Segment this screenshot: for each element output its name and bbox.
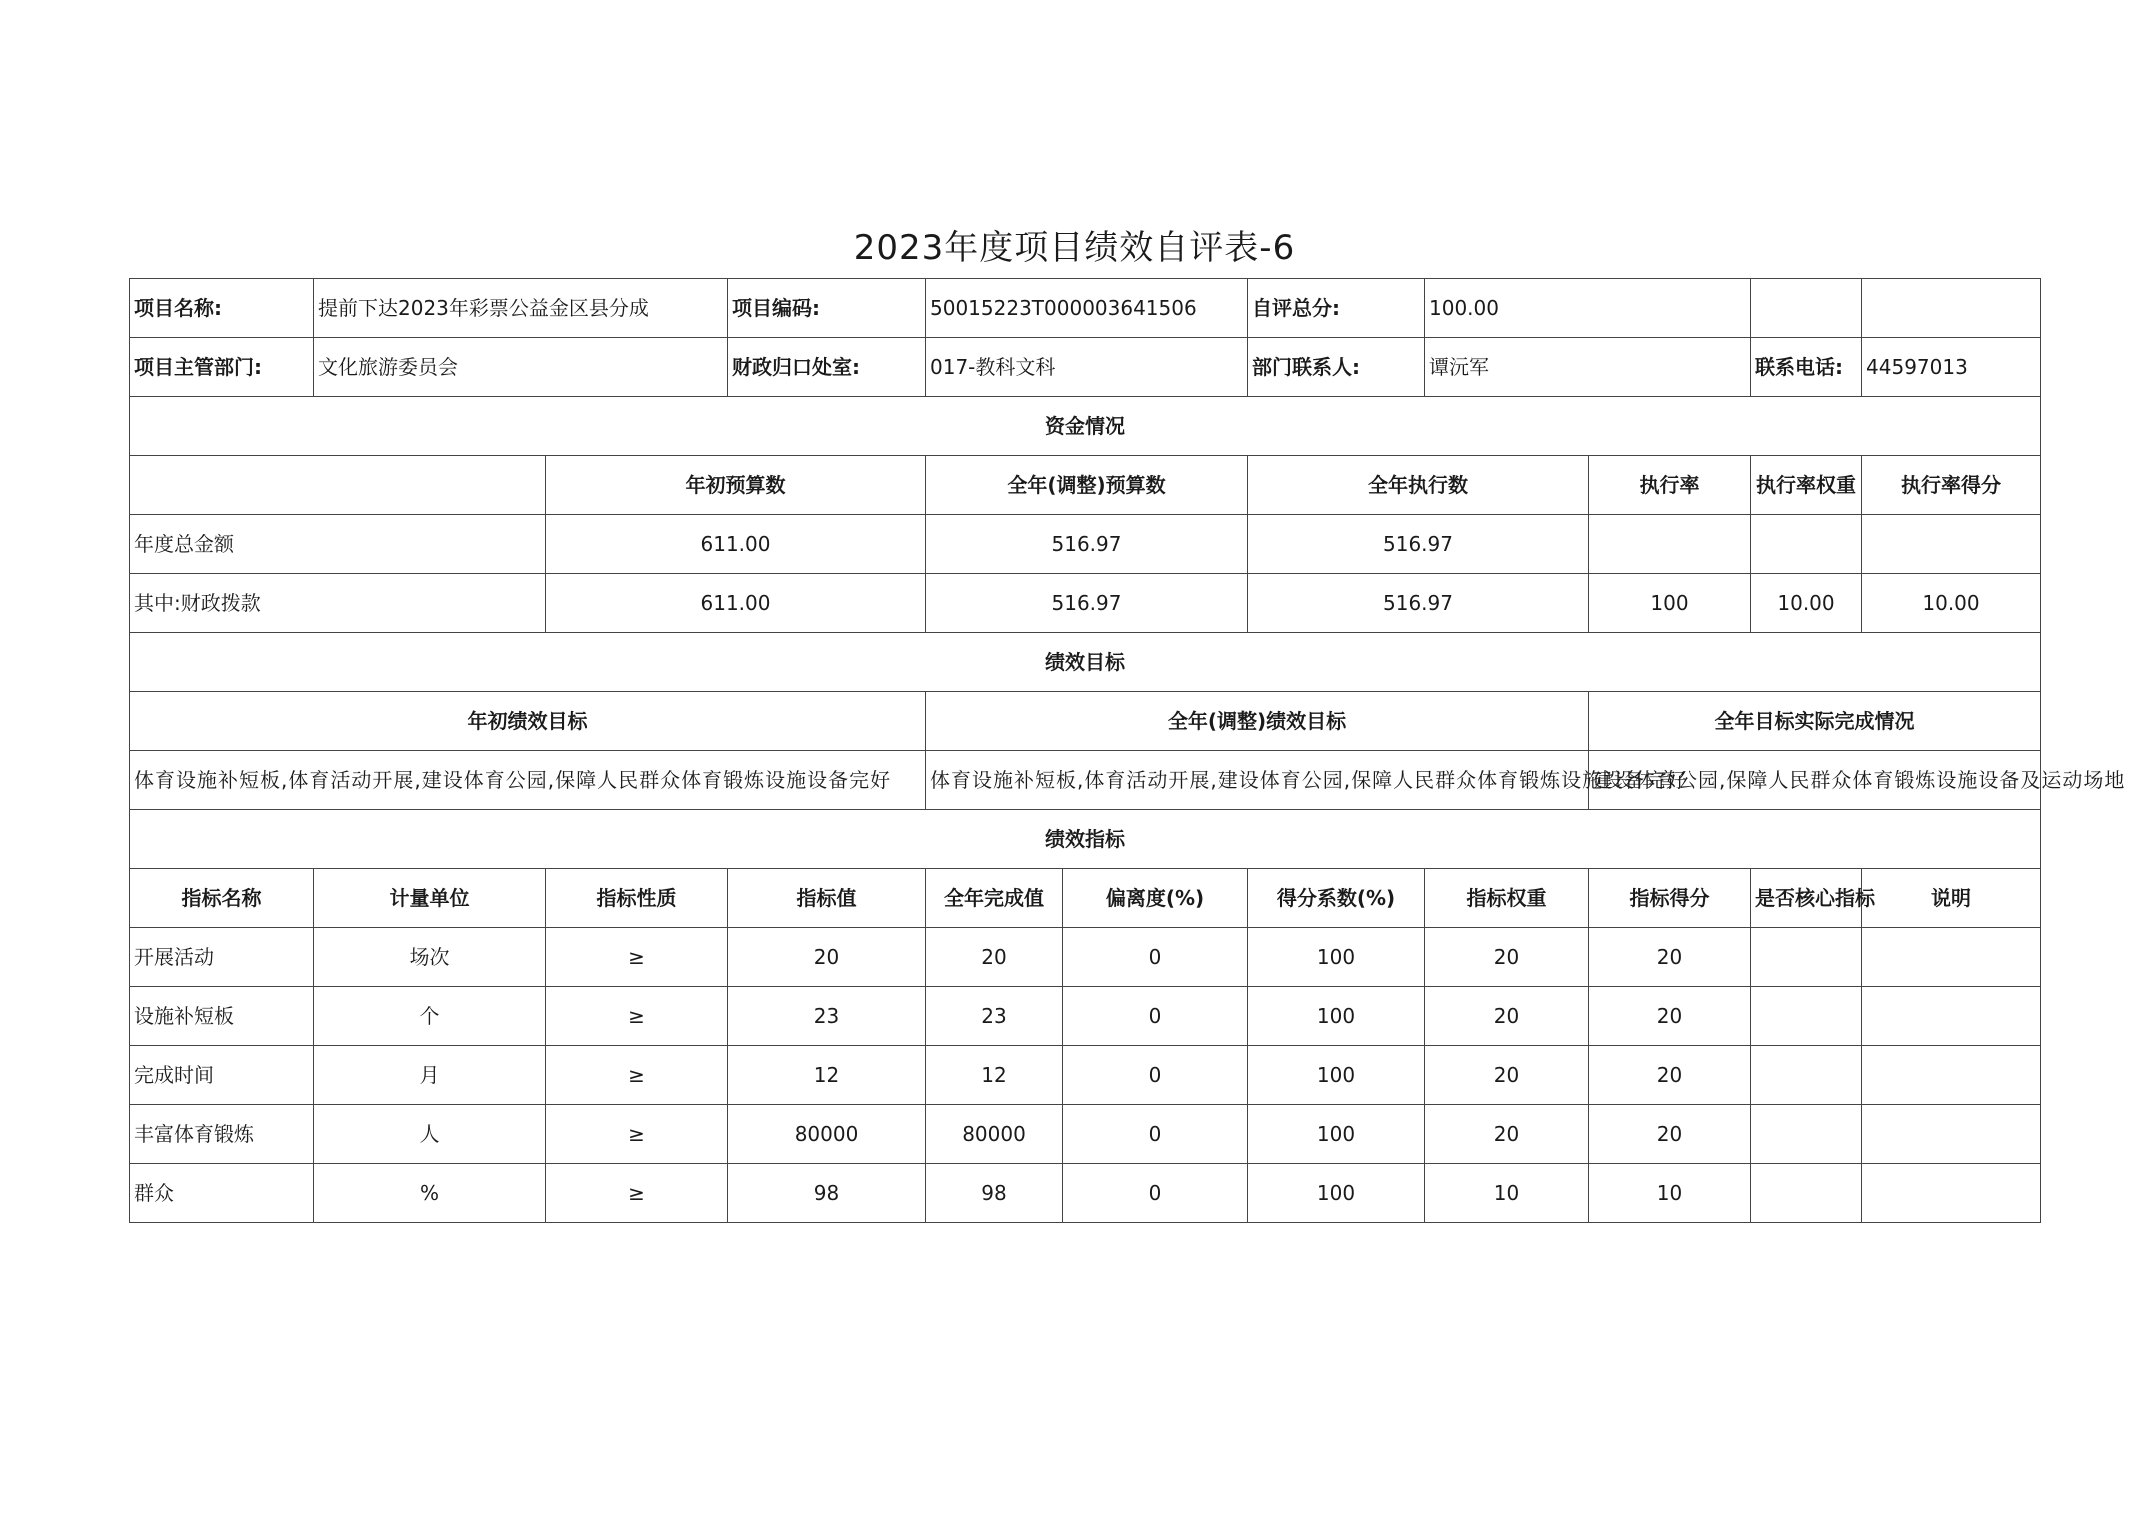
indicator-deviation: 0 [1063, 1046, 1248, 1105]
indicator-header: 指标名称 [130, 869, 314, 928]
funds-weight [1751, 515, 1862, 574]
project-name: 提前下达2023年彩票公益金区县分成 [314, 279, 728, 338]
indicator-deviation: 0 [1063, 928, 1248, 987]
goals-text-row [130, 751, 2041, 810]
header-row-1 [130, 279, 2041, 338]
empty-cell [1862, 279, 2041, 338]
indicators-section-title: 绩效指标 [130, 810, 2041, 869]
dept-value: 文化旅游委员会 [314, 338, 728, 397]
indicator-nature: ≥ [546, 1164, 728, 1223]
goals-header-adjusted: 全年(调整)绩效目标 [926, 692, 1589, 751]
indicator-deviation: 0 [1063, 987, 1248, 1046]
indicator-note [1862, 987, 2041, 1046]
funds-score: 10.00 [1862, 574, 2041, 633]
phone-label: 联系电话: [1751, 338, 1862, 397]
empty-cell [130, 456, 546, 515]
indicator-header: 计量单位 [314, 869, 546, 928]
indicator-weight: 20 [1425, 1046, 1589, 1105]
funds-executed: 516.97 [1248, 515, 1589, 574]
indicator-name: 设施补短板 [130, 987, 314, 1046]
funds-header-row [130, 456, 2041, 515]
dept-label: 项目主管部门: [130, 338, 314, 397]
indicator-actual: 80000 [926, 1105, 1063, 1164]
indicator-nature: ≥ [546, 1105, 728, 1164]
table-row [130, 1164, 2041, 1223]
indicator-weight: 20 [1425, 987, 1589, 1046]
indicator-coef: 100 [1248, 1046, 1425, 1105]
indicator-note [1862, 1046, 2041, 1105]
indicator-core [1751, 1164, 1862, 1223]
indicator-unit: 个 [314, 987, 546, 1046]
indicator-core [1751, 1046, 1862, 1105]
funds-score [1862, 515, 2041, 574]
funds-header: 全年(调整)预算数 [926, 456, 1248, 515]
indicator-header: 偏离度(%) [1063, 869, 1248, 928]
indicator-deviation: 0 [1063, 1164, 1248, 1223]
empty-cell [1751, 279, 1862, 338]
indicator-unit: 人 [314, 1105, 546, 1164]
indicator-target: 80000 [728, 1105, 926, 1164]
indicator-note [1862, 1164, 2041, 1223]
phone-value: 44597013 [1862, 338, 2041, 397]
table-row [130, 928, 2041, 987]
funds-row [130, 515, 2041, 574]
indicator-nature: ≥ [546, 1046, 728, 1105]
finance-office-label: 财政归口处室: [728, 338, 926, 397]
contact-label: 部门联系人: [1248, 338, 1425, 397]
indicator-note [1862, 928, 2041, 987]
indicator-nature: ≥ [546, 928, 728, 987]
indicator-name: 群众 [130, 1164, 314, 1223]
page-title: 2023年度项目绩效自评表-6 [853, 228, 1296, 268]
indicator-unit: 场次 [314, 928, 546, 987]
funds-initial: 611.00 [546, 515, 926, 574]
funds-rate: 100 [1589, 574, 1751, 633]
goals-header-initial: 年初绩效目标 [130, 692, 926, 751]
indicator-name: 丰富体育锻炼 [130, 1105, 314, 1164]
funds-row-label: 年度总金额 [130, 515, 546, 574]
indicator-score: 20 [1589, 1105, 1751, 1164]
indicator-actual: 23 [926, 987, 1063, 1046]
indicator-header: 指标性质 [546, 869, 728, 928]
indicator-weight: 10 [1425, 1164, 1589, 1223]
goal-initial-text: 体育设施补短板,体育活动开展,建设体育公园,保障人民群众体育锻炼设施设备完好 [130, 751, 926, 810]
indicator-target: 23 [728, 987, 926, 1046]
project-code: 50015223T000003641506 [926, 279, 1248, 338]
funds-adjusted: 516.97 [926, 515, 1248, 574]
indicator-header: 得分系数(%) [1248, 869, 1425, 928]
indicator-core [1751, 1105, 1862, 1164]
funds-adjusted: 516.97 [926, 574, 1248, 633]
total-score-label: 自评总分: [1248, 279, 1425, 338]
indicators-header-row [130, 869, 2041, 928]
indicator-core [1751, 928, 1862, 987]
finance-office-value: 017-教科文科 [926, 338, 1248, 397]
funds-header: 全年执行数 [1248, 456, 1589, 515]
goal-adjusted-text: 体育设施补短板,体育活动开展,建设体育公园,保障人民群众体育锻炼设施设备完好 [926, 751, 1589, 810]
indicator-coef: 100 [1248, 987, 1425, 1046]
indicator-actual: 98 [926, 1164, 1063, 1223]
header-row-2 [130, 338, 2041, 397]
indicator-weight: 20 [1425, 928, 1589, 987]
indicator-weight: 20 [1425, 1105, 1589, 1164]
goals-header-actual: 全年目标实际完成情况 [1589, 692, 2041, 751]
indicator-target: 12 [728, 1046, 926, 1105]
funds-executed: 516.97 [1248, 574, 1589, 633]
funds-header: 年初预算数 [546, 456, 926, 515]
indicator-coef: 100 [1248, 1105, 1425, 1164]
funds-rate [1589, 515, 1751, 574]
indicator-note [1862, 1105, 2041, 1164]
indicator-header: 指标得分 [1589, 869, 1751, 928]
goals-header-row [130, 692, 2041, 751]
evaluation-table [129, 278, 2126, 1223]
indicator-nature: ≥ [546, 987, 728, 1046]
project-name-label: 项目名称: [130, 279, 314, 338]
funds-initial: 611.00 [546, 574, 926, 633]
indicator-core [1751, 987, 1862, 1046]
project-code-label: 项目编码: [728, 279, 926, 338]
indicator-score: 20 [1589, 1046, 1751, 1105]
funds-row [130, 574, 2041, 633]
indicator-name: 完成时间 [130, 1046, 314, 1105]
indicator-coef: 100 [1248, 1164, 1425, 1223]
table-row [130, 987, 2041, 1046]
indicator-deviation: 0 [1063, 1105, 1248, 1164]
indicator-header: 指标值 [728, 869, 926, 928]
funds-row-label: 其中:财政拨款 [130, 574, 546, 633]
indicator-score: 10 [1589, 1164, 1751, 1223]
funds-section-row [130, 397, 2041, 456]
indicator-name: 开展活动 [130, 928, 314, 987]
indicator-target: 20 [728, 928, 926, 987]
goals-section-row [130, 633, 2041, 692]
funds-header: 执行率得分 [1862, 456, 2041, 515]
table-row [130, 1105, 2041, 1164]
funds-weight: 10.00 [1751, 574, 1862, 633]
funds-header: 执行率 [1589, 456, 1751, 515]
total-score: 100.00 [1425, 279, 1751, 338]
funds-section-title: 资金情况 [130, 397, 2041, 456]
goals-section-title: 绩效目标 [130, 633, 2041, 692]
contact-value: 谭沅军 [1425, 338, 1751, 397]
table-row [130, 1046, 2041, 1105]
indicator-header: 指标权重 [1425, 869, 1589, 928]
indicator-target: 98 [728, 1164, 926, 1223]
indicator-score: 20 [1589, 928, 1751, 987]
indicator-coef: 100 [1248, 928, 1425, 987]
indicators-section-row [130, 810, 2041, 869]
indicator-unit: 月 [314, 1046, 546, 1105]
funds-header: 执行率权重 [1751, 456, 1862, 515]
indicator-unit: % [314, 1164, 546, 1223]
indicator-actual: 12 [926, 1046, 1063, 1105]
indicator-header: 说明 [1862, 869, 2041, 928]
indicator-actual: 20 [926, 928, 1063, 987]
goal-actual-text: 建设体育公园,保障人民群众体育锻炼设施设备及运动场地 [1589, 751, 2041, 810]
indicator-score: 20 [1589, 987, 1751, 1046]
indicator-header: 是否核心指标 [1751, 869, 1862, 928]
indicator-header: 全年完成值 [926, 869, 1063, 928]
